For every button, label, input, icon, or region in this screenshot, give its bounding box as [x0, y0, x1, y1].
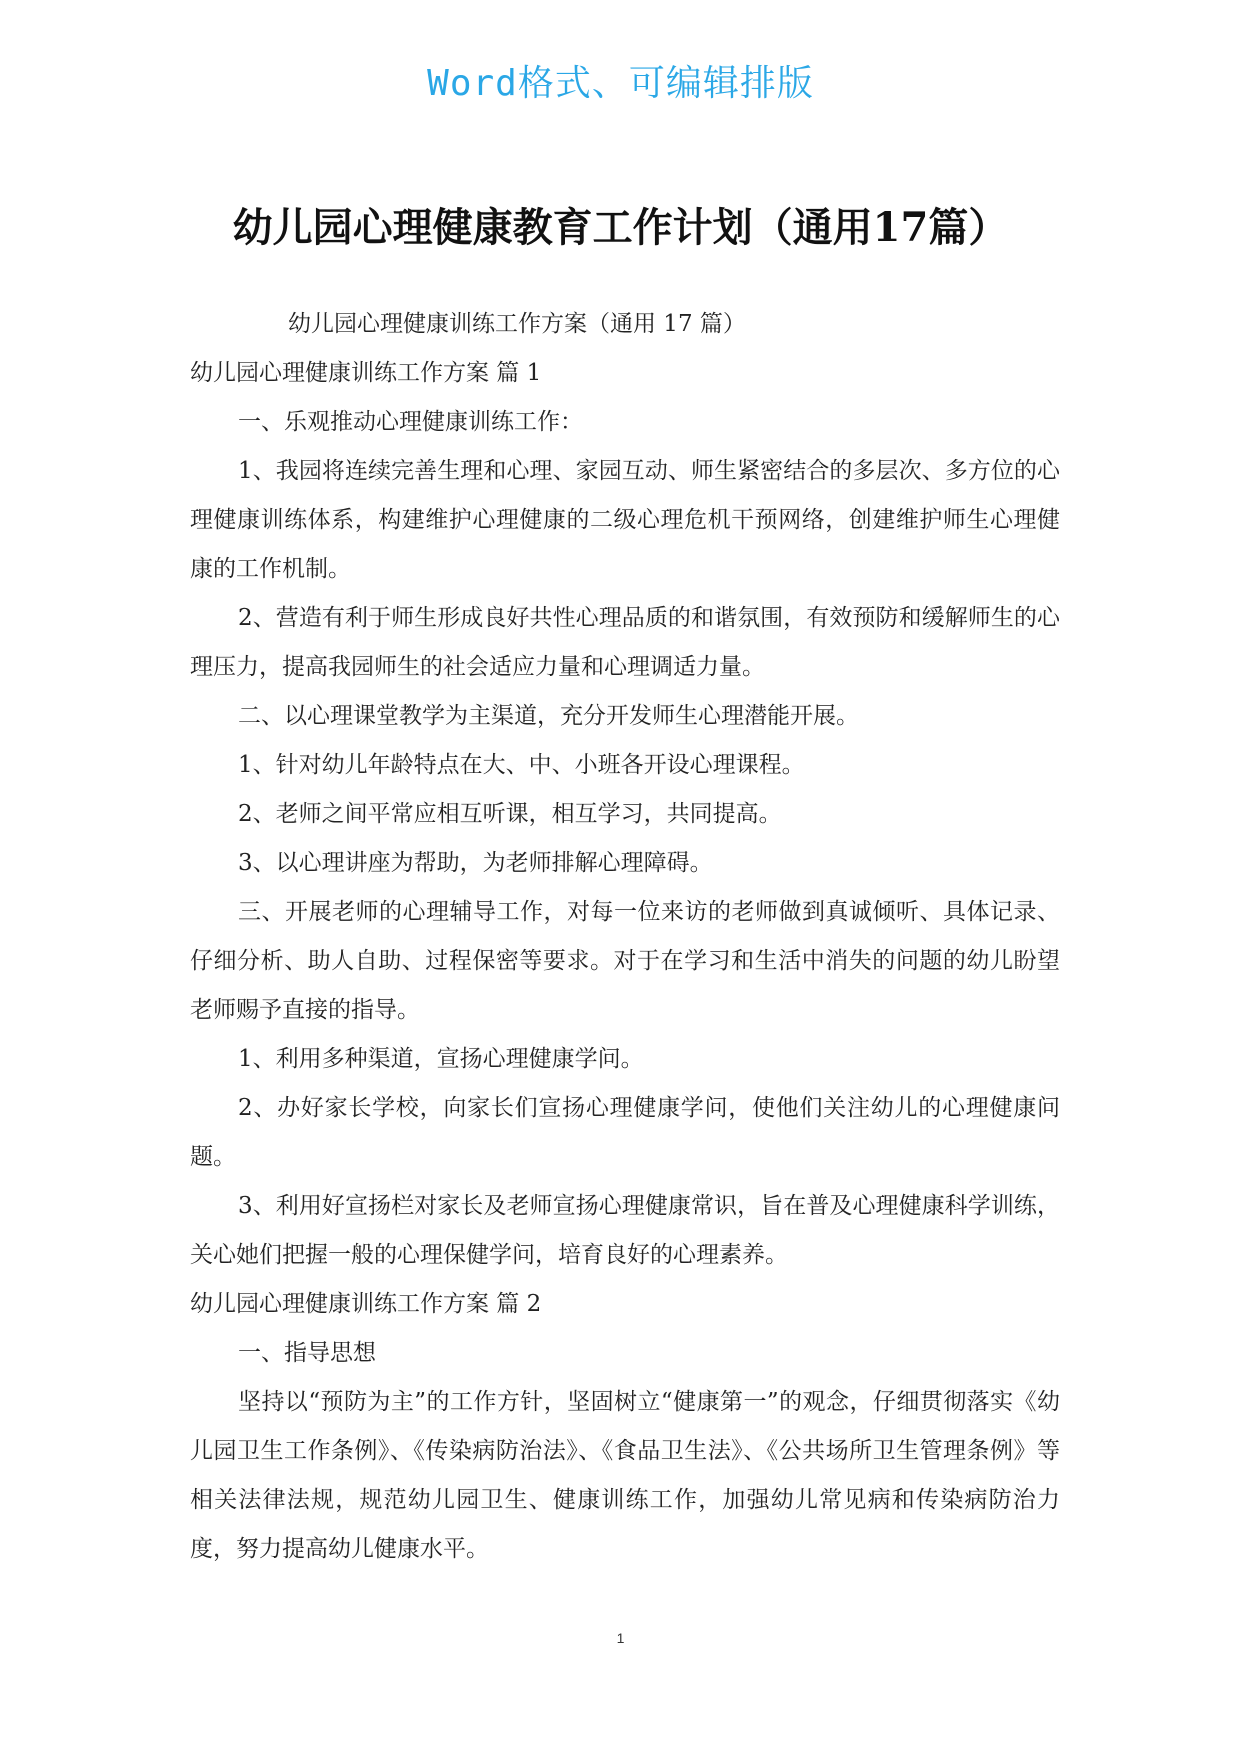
document-title: 幼儿园心理健康教育工作计划（通用17篇） [232, 204, 1009, 251]
paragraph: 1、利用多种渠道，宣扬心理健康学问。 [238, 1046, 644, 1072]
paragraph: 二、以心理课堂教学为主渠道，充分开发师生心理潜能开展。 [238, 703, 859, 729]
document-body [190, 300, 1060, 1574]
section-heading-1: 幼儿园心理健康训练工作方案 篇 1 [190, 360, 542, 386]
paragraph: 一、指导思想 [238, 1340, 376, 1366]
header-banner: Word格式、可编辑排版 [427, 63, 814, 104]
paragraph: 3、以心理讲座为帮助，为老师排解心理障碍。 [238, 850, 713, 876]
page-number: 1 [616, 1630, 625, 1646]
paragraph: 2、办好家长学校，向家长们宣扬心理健康学问，使他们关注幼儿的心理健康问题。 [190, 1095, 1060, 1170]
paragraph: 1、我园将连续完善生理和心理、家园互动、师生紧密结合的多层次、多方位的心理健康训练体系，构建维护心理健康的二级心理危机干预网络，创建维护师生心理健康的工作机制。 [190, 458, 1060, 582]
paragraph: 三、开展老师的心理辅导工作，对每一位来访的老师做到真诚倾听、具体记录、仔细分析、助人自助、过程保密等要求。对于在学习和生活中消失的问题的幼儿盼望老师赐予直接的指导。 [190, 899, 1060, 1023]
paragraph: 坚持以“预防为主”的工作方针，坚固树立“健康第一”的观念，仔细贯彻落实《幼儿园卫生工作条例》、《传染病防治法》、《食品卫生法》、《公共场所卫生管理条例》等相关法律法规，规范幼儿园卫生、健康训练工作，加强幼儿常见病和传染病防治力度，努力提高幼儿健康水平。 [190, 1389, 1060, 1562]
paragraph: 3、利用好宣扬栏对家长及老师宣扬心理健康常识，旨在普及心理健康科学训练，关心她们把握一般的心理保健学问，培育良好的心理素养。 [190, 1193, 1060, 1268]
paragraph: 一、乐观推动心理健康训练工作： [238, 409, 583, 435]
paragraph: 2、老师之间平常应相互听课，相互学习，共同提高。 [238, 801, 782, 827]
section-heading-2: 幼儿园心理健康训练工作方案 篇 2 [190, 1291, 542, 1317]
document-subtitle: 幼儿园心理健康训练工作方案（通用 17 篇） [288, 311, 746, 337]
paragraph: 1、针对幼儿年龄特点在大、中、小班各开设心理课程。 [238, 752, 805, 778]
paragraph: 2、营造有利于师生形成良好共性心理品质的和谐氛围，有效预防和缓解师生的心理压力，提高我园师生的社会适应力量和心理调适力量。 [190, 605, 1060, 680]
